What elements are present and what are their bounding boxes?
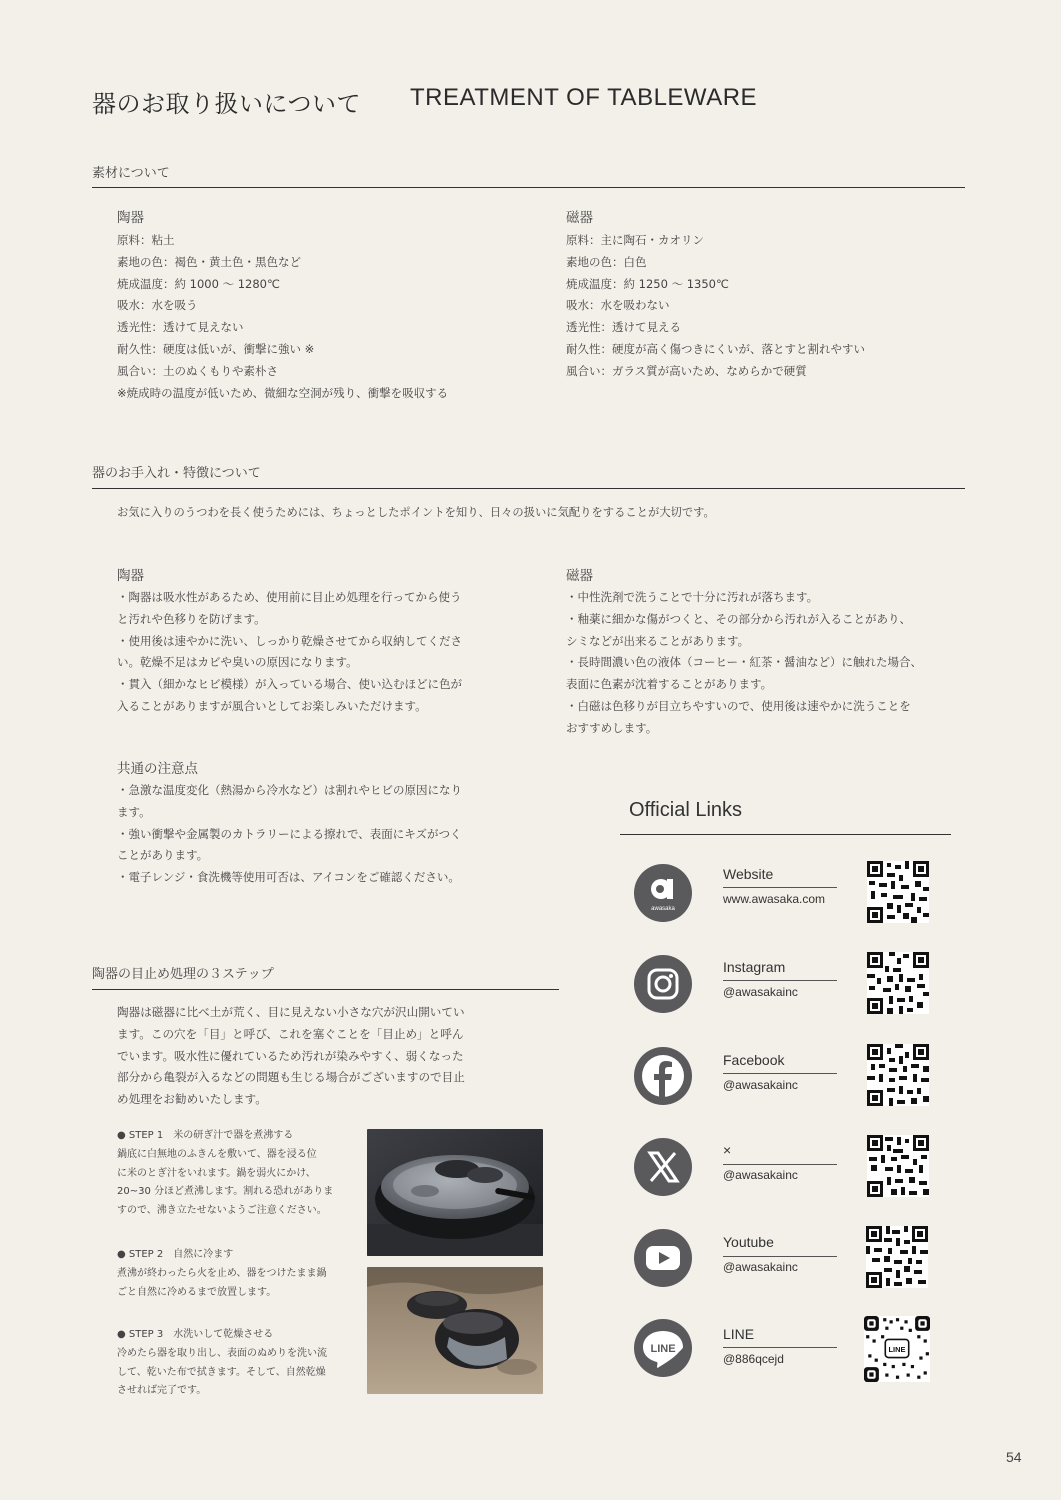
step-2-line: ごと自然に冷めるまで放置します。 <box>117 1286 277 1298</box>
care-pottery-line: ・使用後は速やかに洗い、しっかり乾燥させてから収納してくださ <box>117 633 462 648</box>
materials-porcelain-title: 磁器 <box>566 210 593 226</box>
care-common-list <box>117 780 462 889</box>
facebook-qr-code[interactable] <box>867 1044 929 1106</box>
care-pottery-line: い。乾燥不足はカビや臭いの原因になります。 <box>117 655 358 670</box>
youtube-icon[interactable] <box>634 1229 692 1287</box>
line-qr-code[interactable] <box>864 1316 930 1382</box>
materials-porcelain-line: 原料：主に陶石・カオリン <box>566 233 704 247</box>
svg-text:LINE: LINE <box>650 1343 676 1355</box>
step-3-line: 冷めたら器を取り出し、表面のぬめりを洗い流 <box>117 1347 327 1359</box>
link-handle-line[interactable]: @886qcejd <box>723 1352 784 1366</box>
materials-pottery-line: 耐久性：硬度は低いが、衝撃に強い ※ <box>117 341 315 356</box>
link-handle-instagram[interactable]: @awasakainc <box>723 985 798 999</box>
sealing-intro-line: め処理をお勧めいたします。 <box>117 1092 267 1107</box>
link-name-website[interactable]: Website <box>723 866 774 882</box>
materials-porcelain-line: 吸水：水を吸わない <box>566 298 670 313</box>
sealing-intro <box>117 1002 465 1111</box>
step-1-line: に米のとぎ汁をいれます。鍋を弱火にかけ、 <box>117 1167 316 1179</box>
page-title-jp: 器のお取り扱いについて <box>92 90 362 118</box>
care-common-line: ・急激な温度変化（熱湯から冷水など）は割れやヒビの原因になり <box>117 783 462 797</box>
step-2 <box>117 1246 327 1302</box>
materials-pottery-title: 陶器 <box>117 210 144 226</box>
materials-divider <box>92 187 965 188</box>
link-handle-youtube[interactable]: @awasakainc <box>723 1260 798 1274</box>
care-porcelain-line: シミなどが出来ることがあります。 <box>566 633 750 648</box>
instagram-qr-code[interactable] <box>867 952 929 1014</box>
link-handle-x[interactable]: @awasakainc <box>723 1168 798 1182</box>
link-underline <box>723 1073 837 1074</box>
step-3-line: して、乾いた布で拭きます。そして、自然乾燥 <box>117 1366 326 1378</box>
materials-porcelain-list <box>566 230 865 383</box>
website-qr-code[interactable] <box>867 861 929 923</box>
line-qr-label: LINE <box>888 1345 906 1355</box>
materials-pottery-line: 風合い：土のぬくもりや素朴さ <box>117 363 278 378</box>
step-2-line: 煮沸が終わったら火を止め、器をつけたまま鍋 <box>117 1267 327 1279</box>
materials-pottery-line: 透光性：透けて見えない <box>117 320 244 335</box>
materials-pottery-list <box>117 230 448 404</box>
care-pottery-line: 入ることがありますが風合いとしてお楽しみいただけます。 <box>117 698 427 713</box>
care-pottery-line: ・貫入（細かなヒビ模様）が入っている場合、使い込むほどに色が <box>117 677 462 692</box>
youtube-qr-code[interactable] <box>866 1226 928 1288</box>
care-heading: 器のお手入れ・特徴について <box>92 466 261 481</box>
x-qr-code[interactable] <box>867 1135 929 1197</box>
step-3-title: ● STEP 3 水洗いして乾燥させる <box>117 1329 274 1340</box>
cooling-bowls-photo <box>367 1267 543 1394</box>
sealing-divider <box>92 989 559 990</box>
line-icon[interactable] <box>634 1319 692 1377</box>
care-porcelain-title: 磁器 <box>566 568 593 584</box>
link-underline <box>723 1164 837 1165</box>
official-links-divider <box>620 834 951 835</box>
pot-boiling-photo <box>367 1129 543 1256</box>
x-icon[interactable] <box>634 1138 692 1196</box>
step-1-line: 20~30 分ほど煮沸します。割れる恐れがありま <box>117 1186 334 1198</box>
materials-porcelain-line: 透光性：透けて見える <box>566 320 681 335</box>
link-name-youtube[interactable]: Youtube <box>723 1234 774 1250</box>
care-porcelain-line: 表面に色素が沈着することがあります。 <box>566 677 773 692</box>
care-porcelain-line: ・長時間濃い色の液体（コーヒー・紅茶・醤油など）に触れた場合、 <box>566 655 923 670</box>
step-1 <box>117 1127 333 1221</box>
sealing-intro-line: ます。この穴を「目」と呼び、これを塞ぐことを「目止め」と呼ん <box>117 1026 464 1041</box>
materials-porcelain-line: 焼成温度：約 1250 ～ 1350℃ <box>566 276 729 291</box>
care-common-line: ・強い衝撃や金属製のカトラリーによる擦れで、表面にキズがつく <box>117 826 462 841</box>
materials-pottery-line: 素地の色：褐色・黄土色・黒色など <box>117 254 301 269</box>
care-intro: お気に入りのうつわを長く使うためには、ちょっとしたポイントを知り、日々の扱いに気配りをすることが大切です。 <box>117 506 715 519</box>
link-underline <box>723 1256 837 1257</box>
care-pottery-list <box>117 587 462 718</box>
awasaka-logo-text: awasaka <box>651 906 675 912</box>
care-divider <box>92 488 965 489</box>
page-title-en: TREATMENT OF TABLEWARE <box>410 84 758 111</box>
link-name-facebook[interactable]: Facebook <box>723 1052 785 1068</box>
care-pottery-title: 陶器 <box>117 568 144 584</box>
sealing-intro-line: 陶器は磁器に比べ土が荒く、目に見えない小さな穴が沢山開いてい <box>117 1005 465 1019</box>
care-common-line: ・電子レンジ・食洗機等使用可否は、アイコンをご確認ください。 <box>117 870 460 885</box>
page-number: 54 <box>1006 1449 1022 1465</box>
step-1-title: ● STEP 1 米の研ぎ汁で器を煮沸する <box>117 1130 294 1141</box>
materials-porcelain-line: 素地の色：白色 <box>566 254 647 269</box>
materials-pottery-line: 原料：粘土 <box>117 233 175 247</box>
materials-pottery-line: 焼成温度：約 1000 ～ 1280℃ <box>117 276 280 291</box>
materials-heading: 素材について <box>92 166 170 181</box>
materials-pottery-line: 吸水：水を吸う <box>117 298 198 313</box>
care-common-line: ことがあります。 <box>117 848 209 863</box>
care-pottery-line: ・陶器は吸水性があるため、使用前に目止め処理を行ってから使う <box>117 590 462 604</box>
link-underline <box>723 1347 837 1348</box>
step-1-line: すので、沸き立たせないようご注意ください。 <box>117 1205 327 1217</box>
step-1-line: 鍋底に白無地のふきんを敷いて、器を浸る位 <box>117 1148 317 1160</box>
awasaka-logo-icon[interactable] <box>634 864 692 922</box>
care-porcelain-line: ・白磁は色移りが目立ちやすいので、使用後は速やかに洗うことを <box>566 698 911 713</box>
link-name-instagram[interactable]: Instagram <box>723 959 786 975</box>
care-common-line: ます。 <box>117 804 151 819</box>
link-handle-website[interactable]: www.awasaka.com <box>723 892 826 906</box>
care-porcelain-line: おすすめします。 <box>566 720 658 735</box>
step-2-title: ● STEP 2 自然に冷ます <box>117 1249 234 1260</box>
link-name-x[interactable]: × <box>723 1142 732 1158</box>
official-links-heading: Official Links <box>629 799 743 821</box>
materials-porcelain-line: 風合い：ガラス質が高いため、なめらかで硬質 <box>566 363 807 378</box>
care-common-title: 共通の注意点 <box>117 761 198 777</box>
step-3 <box>117 1326 327 1401</box>
materials-porcelain-line: 耐久性：硬度が高く傷つきにくいが、落とすと割れやすい <box>566 341 865 356</box>
sealing-intro-line: 部分から亀裂が入るなどの問題も生じる場合がございますので目止 <box>117 1070 465 1085</box>
sealing-intro-line: でいます。吸水性に優れているため汚れが染みやすく、弱くなった <box>117 1048 464 1063</box>
link-underline <box>723 980 837 981</box>
care-porcelain-line: ・釉薬に細かな傷がつくと、その部分から汚れが入ることがあり、 <box>566 611 911 626</box>
step-3-line: させれば完了です。 <box>117 1385 207 1397</box>
care-porcelain-list <box>566 587 922 740</box>
care-porcelain-line: ・中性洗剤で洗うことで十分に汚れが落ちます。 <box>566 590 819 604</box>
materials-pottery-line: ※焼成時の温度が低いため、微細な空洞が残り、衝撃を吸収する <box>117 385 449 400</box>
link-underline <box>723 887 837 888</box>
link-name-line[interactable]: LINE <box>723 1326 755 1342</box>
link-handle-facebook[interactable]: @awasakainc <box>723 1078 798 1092</box>
instagram-icon[interactable] <box>634 955 692 1013</box>
care-pottery-line: と汚れや色移りを防げます。 <box>117 611 266 626</box>
facebook-icon[interactable] <box>634 1047 692 1105</box>
sealing-heading: 陶器の目止め処理の３ステップ <box>92 967 274 982</box>
